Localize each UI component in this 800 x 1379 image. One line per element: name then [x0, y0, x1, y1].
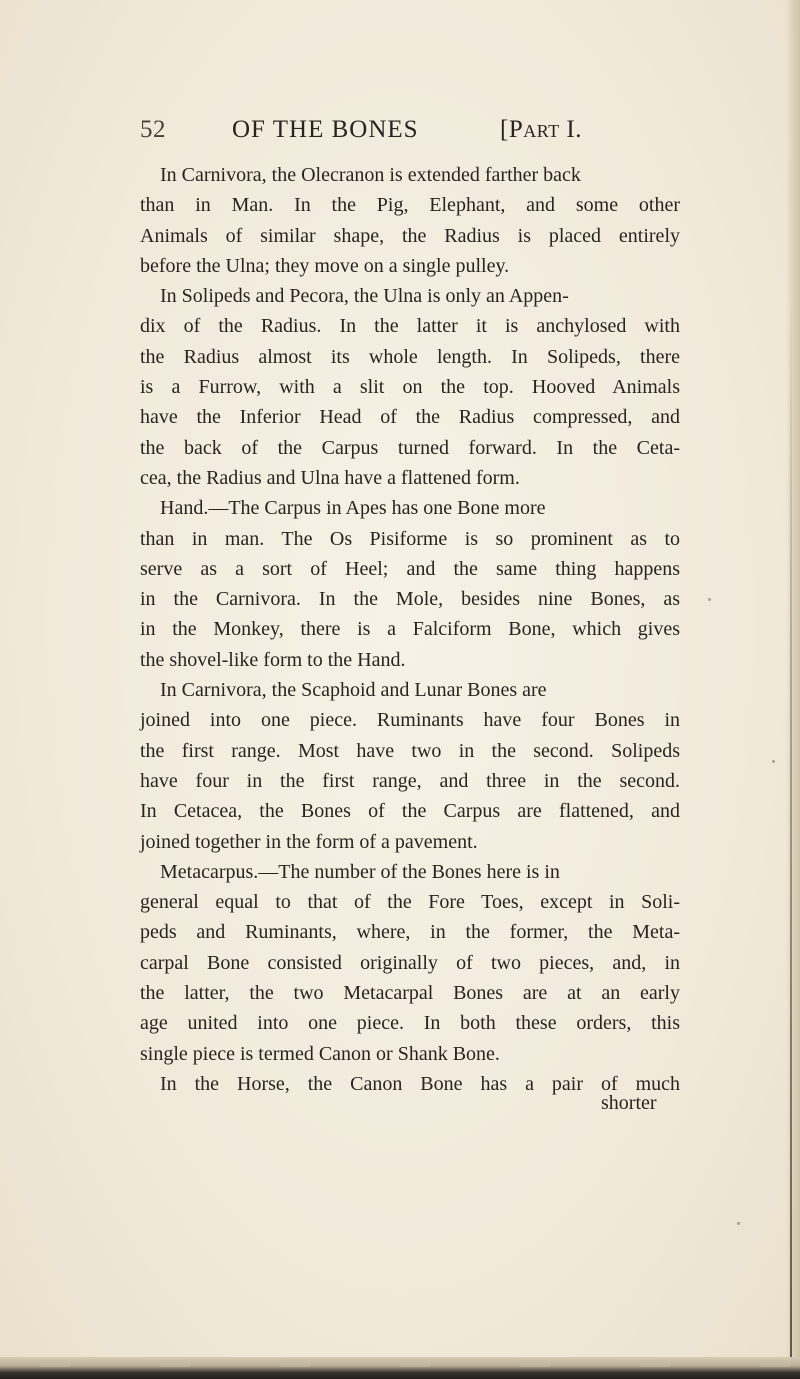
text-line: In Cetacea, the Bones of the Carpus are flattened, and [140, 800, 680, 823]
text-line: the Radius almost its whole length. In Solipeds, there [140, 345, 680, 368]
running-header [140, 116, 680, 150]
page-edge-shadow [786, 0, 800, 1379]
text-line: single piece is termed Canon or Shank Bone. [140, 1042, 500, 1065]
text-line: Metacarpus.—The number of the Bones here is in [160, 860, 560, 883]
part-label: [Part I. [500, 116, 582, 143]
text-line: the shovel-like form to the Hand. [140, 648, 406, 671]
text-line: in the Carnivora. In the Mole, besides nine Bones, as [140, 588, 680, 611]
text-line: dix of the Radius. In the latter it is anchylosed with [140, 315, 680, 338]
binding-edge [790, 300, 792, 1379]
running-title: OF THE BONES [232, 116, 419, 143]
text-line: In Solipeds and Pecora, the Ulna is only an Appen- [160, 285, 569, 308]
text-line: than in man. The Os Pisiforme is so prominent as to [140, 527, 680, 550]
text-line: Animals of similar shape, the Radius is placed entirely [140, 224, 680, 247]
catchword: shorter [601, 1092, 657, 1114]
text-line: have four in the first range, and three in the second. [140, 769, 680, 792]
text-line: than in Man. In the Pig, Elephant, and some other [140, 194, 680, 217]
body-text [140, 160, 680, 1099]
text-line: Hand.—The Carpus in Apes has one Bone more [160, 497, 546, 520]
text-line: cea, the Radius and Ulna have a flattened form. [140, 466, 520, 489]
text-line: the latter, the two Metacarpal Bones are at an early [140, 982, 680, 1005]
text-line: is a Furrow, with a slit on the top. Hooved Animals [140, 376, 680, 399]
paper-speck [772, 760, 775, 763]
text-line: joined together in the form of a pavement. [140, 830, 478, 853]
text-line: carpal Bone consisted originally of two pieces, and, in [140, 951, 680, 974]
text-line: serve as a sort of Heel; and the same thing happens [140, 557, 680, 580]
text-line: general equal to that of the Fore Toes, except in Soli- [140, 891, 680, 914]
paper-speck [708, 598, 711, 601]
text-line: In Carnivora, the Olecranon is extended farther back [160, 164, 581, 186]
text-line: in the Monkey, there is a Falciform Bone, which gives [140, 618, 680, 641]
text-line: In the Horse, the Canon Bone has a pair of much [160, 1072, 680, 1095]
text-line: the back of the Carpus turned forward. In the Ceta- [140, 436, 680, 459]
page-bottom-highlight [0, 1361, 800, 1367]
text-line: age united into one piece. In both these orders, this [140, 1012, 680, 1035]
paper-speck [737, 1222, 740, 1225]
page-number: 52 [140, 116, 166, 143]
text-line: the first range. Most have two in the second. Solipeds [140, 739, 680, 762]
text-line: In Carnivora, the Scaphoid and Lunar Bones are [160, 679, 547, 702]
text-line: before the Ulna; they move on a single pulley. [140, 254, 510, 277]
text-line: joined into one piece. Ruminants have four Bones in [140, 709, 680, 732]
text-line: peds and Ruminants, where, in the former, the Meta- [140, 921, 680, 944]
text-line: have the Inferior Head of the Radius compressed, and [140, 406, 680, 429]
